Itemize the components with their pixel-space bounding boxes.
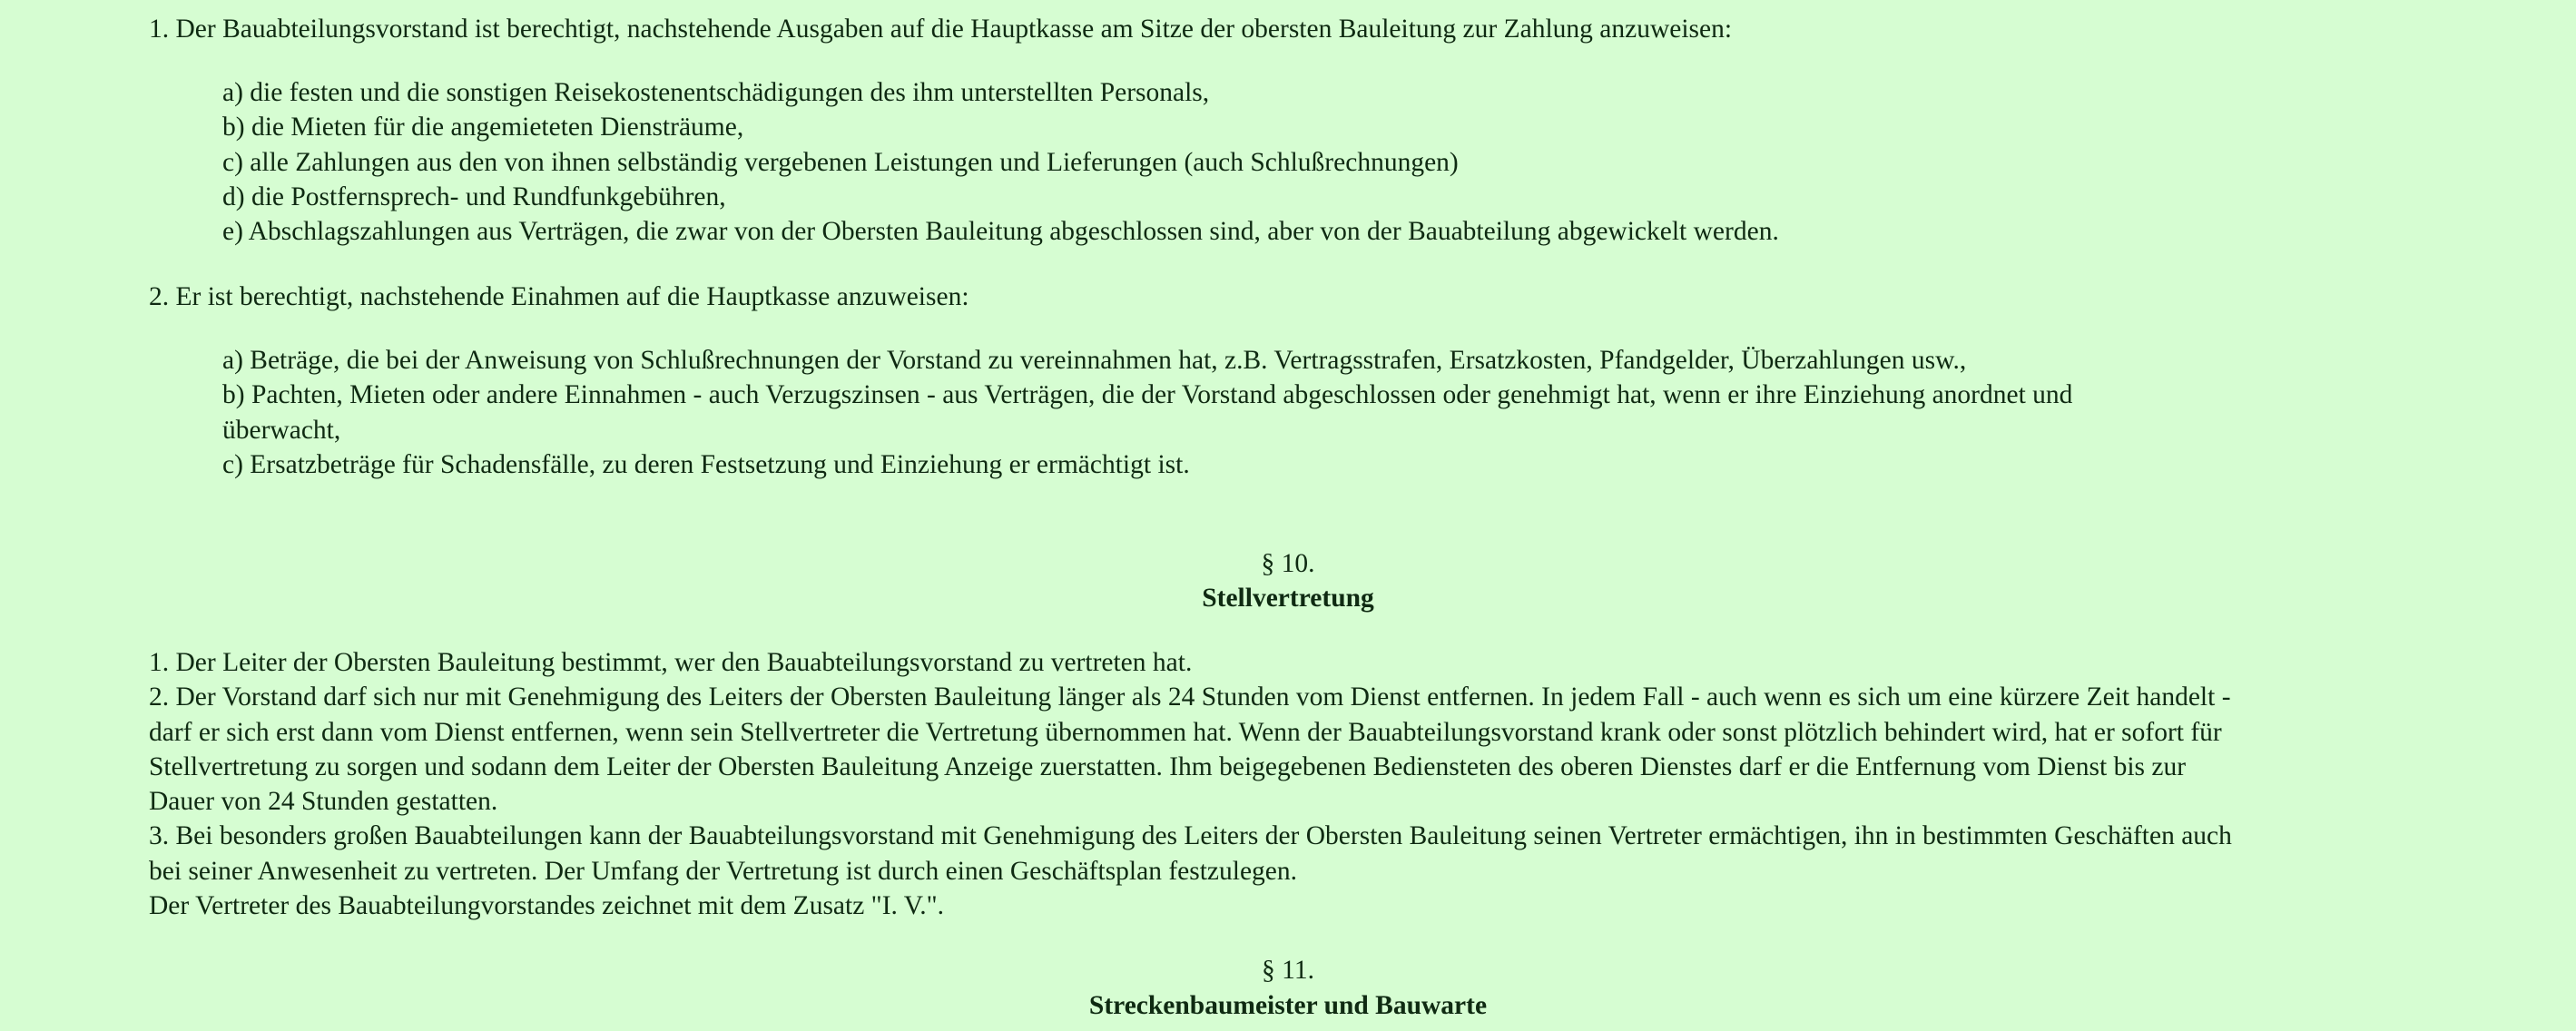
section-10-body <box>149 645 2418 923</box>
paragraph-item-2: 2. Er ist berechtigt, nachstehende Einahmen auf die Hauptkasse anzuweisen: <box>149 282 969 311</box>
text-line: 3. Bei besonders großen Bauabteilungen kann der Bauabteilungsvorstand mit Genehmigung des Leiters der Obersten Bauleitung seinen Vertreter ermächtigen, ihn in bestimmten Geschäften auch <box>149 821 2232 851</box>
text-line: Dauer von 24 Stunden gestatten. <box>149 787 498 817</box>
text-line: darf er sich erst dann vom Dienst entfernen, wenn sein Stellvertreter die Vertretung übernommen hat. Wenn der Bauabteilungsvorstand krank oder sonst plötzlich behindert wird, hat er sofort für <box>149 717 2222 747</box>
text-line: Stellvertretung zu sorgen und sodann dem Leiter der Obersten Bauleitung Anzeige zuerstatten. Ihm beigegebenen Bediensteten des oberen Dienstes darf er die Entfernung vom Dienst bis zur <box>149 751 2187 781</box>
list-item: a) Beträge, die bei der Anweisung von Schlußrechnungen der Vorstand zu vereinnahmen hat, z.B. Vertragsstrafen, Ersatzkosten, Pfandgelder, Überzahlungen usw., <box>222 346 1967 375</box>
text-line: 2. Der Vorstand darf sich nur mit Genehmigung des Leiters der Obersten Bauleitung länger als 24 Stunden vom Dienst entfernen. In jedem Fall - auch wenn es sich um eine kürzere Zeit handelt - <box>149 682 2231 712</box>
list-item: d) die Postfernsprech- und Rundfunkgebühren, <box>222 182 726 211</box>
text-line: Der Vertreter des Bauabteilungvorstandes zeichnet mit dem Zusatz "I. V.". <box>149 891 945 921</box>
list-item: b) Pachten, Mieten oder andere Einnahmen - auch Verzugszinsen - aus Verträgen, die der Vorstand abgeschlossen oder genehmigt hat, wenn er ihre Einziehung anordnet und <box>222 380 2073 410</box>
text-line: bei seiner Anwesenheit zu vertreten. Der Umfang der Vertretung ist durch einen Geschäftsplan festzulegen. <box>149 856 1298 886</box>
section-11-number: § 11. <box>1262 956 1314 985</box>
list-item: e) Abschlagszahlungen aus Verträgen, die zwar von der Obersten Bauleitung abgeschlossen sind, aber von der Bauabteilung abgewickelt werden. <box>222 217 1779 247</box>
list-item-1-subitems <box>222 75 2310 249</box>
list-item: c) Ersatzbeträge für Schadensfälle, zu deren Festsetzung und Einziehung er ermächtigt ist. <box>222 449 1190 479</box>
list-item: überwacht, <box>222 415 341 445</box>
list-item: b) die Mieten für die angemieteten Diensträume, <box>222 113 744 142</box>
section-11-title: Streckenbaumeister und Bauwarte <box>1088 991 1488 1020</box>
paragraph-item-1: 1. Der Bauabteilungsvorstand ist berechtigt, nachstehende Ausgaben auf die Hauptkasse am Sitze der obersten Bauleitung zur Zahlung anzuweisen: <box>149 15 1733 44</box>
list-item-2-subitems <box>222 343 2310 482</box>
text-line: 1. Der Leiter der Obersten Bauleitung bestimmt, wer den Bauabteilungsvorstand zu vertreten hat. <box>149 648 1193 677</box>
list-item: a) die festen und die sonstigen Reisekostenentschädigungen des ihm unterstellten Personals, <box>222 78 1210 107</box>
list-item: c) alle Zahlungen aus den von ihnen selbständig vergebenen Leistungen und Lieferungen (auch Schlußrechnungen) <box>222 147 1459 177</box>
section-10-title: Stellvertretung <box>1202 584 1374 613</box>
section-10-number: § 10. <box>1261 549 1315 578</box>
